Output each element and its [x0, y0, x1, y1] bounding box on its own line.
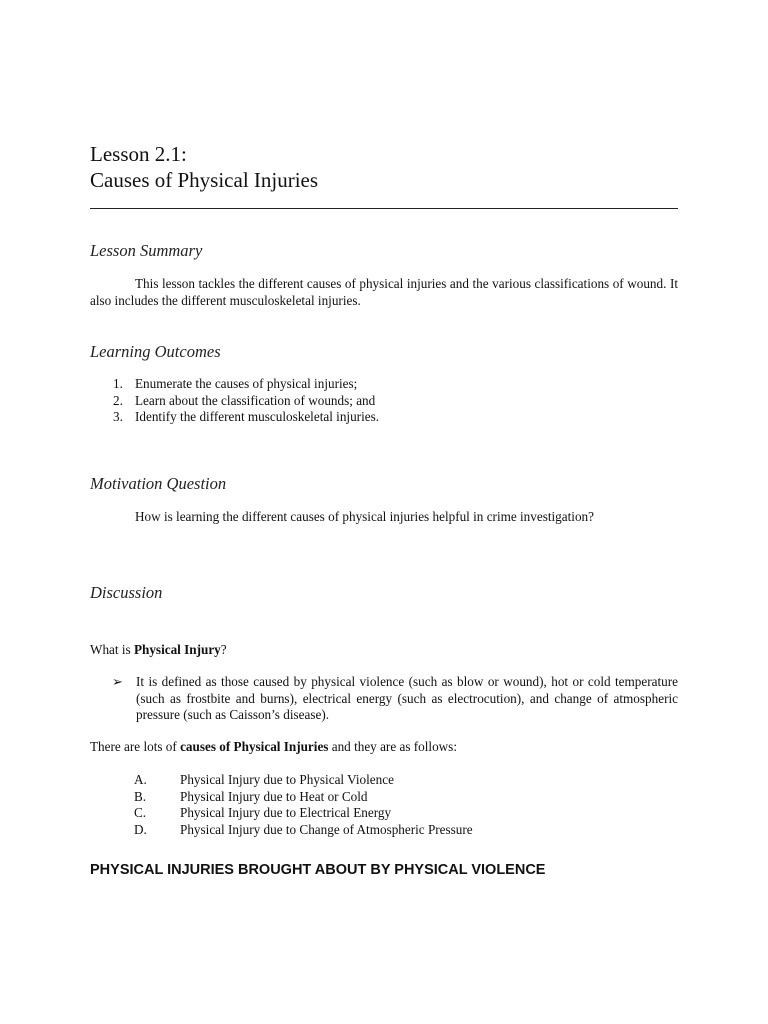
- discussion-heading: Discussion: [90, 583, 163, 602]
- list-text: Physical Injury due to Physical Violence: [180, 772, 394, 787]
- causes-intro-suffix: and they are as follows:: [328, 739, 457, 754]
- list-number: 1.: [113, 376, 123, 391]
- list-letter: C.: [134, 805, 147, 820]
- list-text: Physical Injury due to Change of Atmospheric Pressure: [180, 821, 473, 837]
- lesson-number: Lesson 2.1:: [90, 142, 187, 166]
- list-text: Learn about the classification of wounds; and: [135, 392, 376, 408]
- title-divider: [90, 208, 678, 209]
- what-is-term: Physical Injury: [133, 642, 221, 657]
- list-text: Enumerate the causes of physical injuries;: [135, 376, 358, 391]
- list-item: [90, 805, 678, 822]
- list-item: [90, 393, 678, 410]
- lesson-summary-heading: Lesson Summary: [90, 241, 203, 260]
- what-is-suffix: ?: [220, 642, 227, 657]
- list-letter: B.: [134, 788, 147, 804]
- definition-bullet: [112, 674, 678, 724]
- section-heading: PHYSICAL INJURIES BROUGHT ABOUT BY PHYSICAL VIOLENCE: [90, 862, 546, 878]
- list-number: 3.: [113, 409, 123, 424]
- list-item: [90, 376, 678, 393]
- motivation-question-text: How is learning the different causes of physical injuries helpful in crime investigation?: [135, 509, 594, 524]
- motivation-question-heading: Motivation Question: [90, 474, 227, 493]
- list-text: Physical Injury due to Electrical Energy: [180, 805, 392, 820]
- list-letter: A.: [134, 772, 147, 787]
- causes-intro-term: causes of Physical Injuries: [180, 739, 329, 754]
- list-text: Identify the different musculoskeletal injuries.: [135, 409, 380, 424]
- list-item: [90, 789, 678, 806]
- what-is-prefix: What is: [90, 642, 134, 657]
- list-letter: D.: [134, 821, 147, 837]
- list-number: 2.: [113, 392, 123, 408]
- causes-intro: [90, 739, 678, 756]
- causes-list: [90, 772, 678, 838]
- lesson-title: Causes of Physical Injuries: [90, 168, 319, 192]
- learning-outcomes-list: [90, 376, 678, 426]
- what-is-question: [90, 642, 678, 659]
- list-text: Physical Injury due to Heat or Cold: [180, 788, 368, 804]
- causes-intro-prefix: There are lots of: [90, 739, 181, 754]
- list-item: [90, 822, 678, 839]
- arrow-bullet-icon: ➢: [112, 674, 124, 689]
- list-item: [90, 772, 678, 789]
- lesson-summary-text: This lesson tackles the different causes of physical injuries and the various classifications of wound. It also includes the different musculoskeletal injuries.: [90, 276, 678, 308]
- definition-text: It is defined as those caused by physical violence (such as blow or wound), hot or cold temperature (such as frostbite and burns), electrical energy (such as electrocution), and change of atmospheric pressure (such as Caisson’s disease).: [136, 674, 678, 722]
- list-item: [90, 409, 678, 426]
- learning-outcomes-heading: Learning Outcomes: [90, 342, 221, 361]
